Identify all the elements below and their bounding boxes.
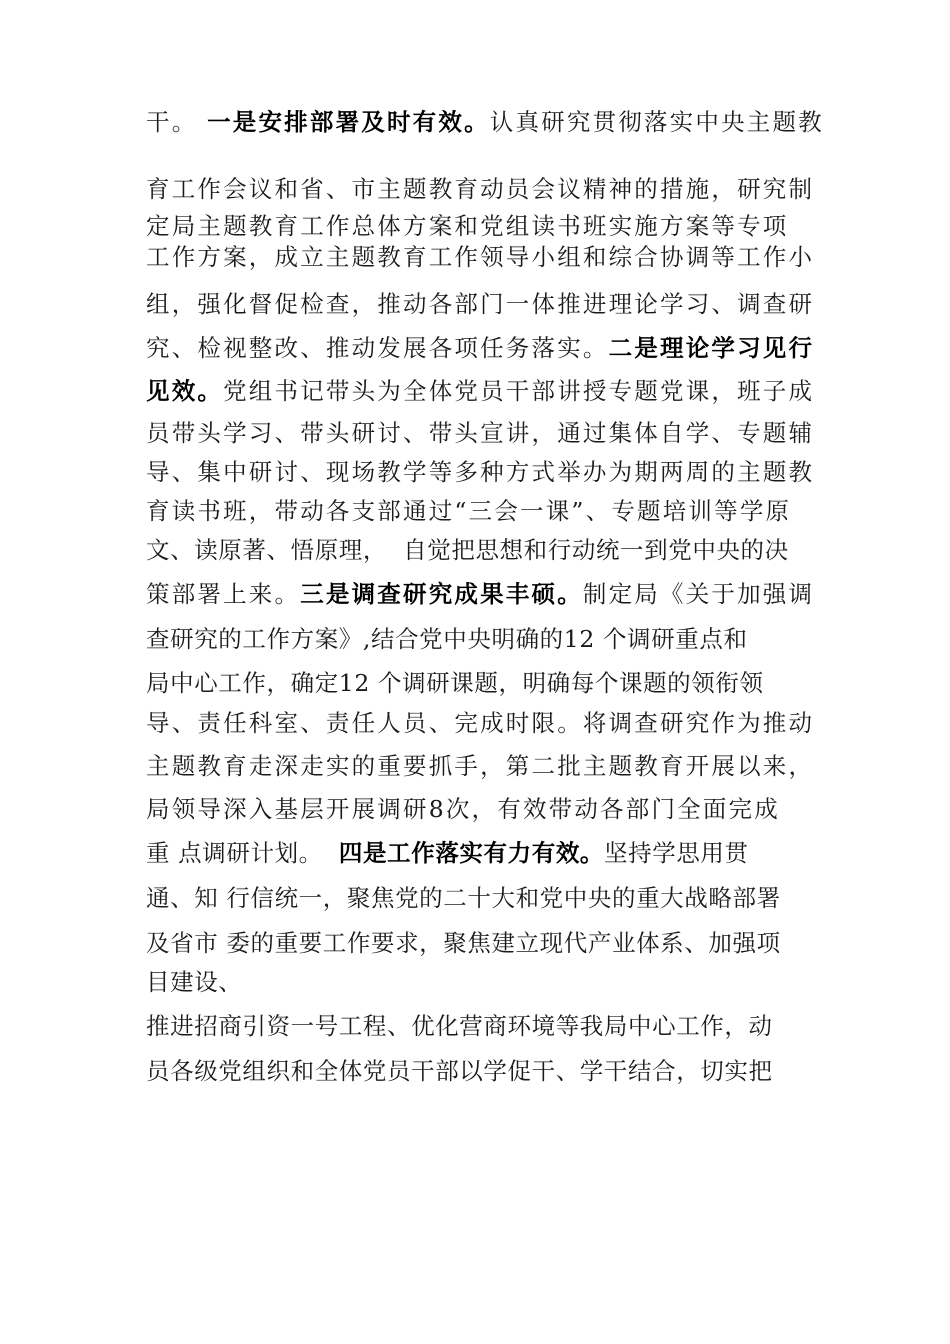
text-span: 工作方案，成立主题教育工作领导小组和综合协调等工作小 (146, 243, 815, 271)
text-line (146, 371, 826, 411)
text-line (146, 878, 826, 918)
text-line (146, 328, 826, 368)
bold-heading-span: 一是安排部署及时有效。 (207, 108, 490, 136)
text-span: 推进招商引资一号工程、优化营商环境等我局中心工作，动 (146, 1012, 773, 1040)
text-span: 定局主题教育工作总体方案和党组读书班实施方案等专项 (146, 212, 789, 240)
text-line (146, 491, 826, 531)
text-span: 究、检视整改、推动发展各项任务落实。 (146, 334, 609, 362)
text-line (146, 413, 826, 453)
text-span: 局领导深入基层开展调研8次，有效带动各部门全面完成 (146, 795, 780, 823)
text-line (146, 1051, 826, 1091)
text-span: 认真研究贯彻落实中央主题教 (489, 108, 824, 136)
text-line (146, 703, 826, 743)
text-span: 目建设、 (146, 968, 243, 996)
text-span: 文、读原著、悟原理， 自觉把思想和行动统一到党中央的决 (146, 536, 789, 564)
text-span: 策部署上来。 (146, 580, 301, 608)
text-line (146, 833, 826, 873)
text-line (146, 237, 826, 277)
text-span: 党组书记带头为全体党员干部讲授专题党课，班子成 (223, 377, 815, 405)
text-span: 育读书班，带动各支部通过“三会一课”、专题培训等学原 (146, 497, 792, 525)
text-line (146, 169, 826, 209)
text-span: 员带头学习、带头研讨、带头宣讲，通过集体自学、专题辅 (146, 419, 815, 447)
text-span: 组，强化督促检查，推动各部门一体推进理论学习、调查研 (146, 290, 815, 318)
text-span: 导、集中研讨、现场教学等多种方式举办为期两周的主题教 (146, 458, 815, 486)
text-span: 员各级党组织和全体党员干部以学促干、学干结合，切实把 (146, 1057, 773, 1085)
text-line (146, 746, 826, 786)
text-span: 重 点调研计划。 (146, 839, 339, 867)
text-line (146, 452, 826, 492)
text-span: 主题教育走深走实的重要抓手，第二批主题教育开展以来， (146, 752, 815, 780)
text-span: 制定局《关于加强调 (582, 580, 815, 608)
text-line (146, 530, 826, 570)
text-line (146, 962, 826, 1002)
text-span: 干。 (146, 108, 208, 136)
text-span: 及省市 委的重要工作要求，聚焦建立现代产业体系、加强项 (146, 929, 781, 957)
bold-heading-span: 二是理论学习见行 (608, 334, 815, 362)
text-span: 局中心工作，确定12 个调研课题，明确每个课题的领衔领 (146, 669, 764, 697)
text-line (146, 1006, 826, 1046)
text-span: 坚持学思用贯 (604, 839, 749, 867)
bold-heading-span: 三是调查研究成果丰硕。 (300, 580, 583, 608)
text-line (146, 102, 826, 142)
text-line (146, 284, 826, 324)
bold-heading-span: 见效。 (146, 377, 224, 405)
text-span: 导、责任科室、责任人员、完成时限。将调查研究作为推动 (146, 709, 815, 737)
text-line (146, 574, 826, 614)
text-span: 育工作会议和省、市主题教育动员会议精神的措施，研究制 (146, 175, 815, 203)
text-line (146, 619, 826, 659)
text-line (146, 663, 826, 703)
text-span: 查研究的工作方案》,结合党中央明确的12 个调研重点和 (146, 625, 748, 653)
text-span: 通、知 行信统一，聚焦党的二十大和党中央的重大战略部署 (146, 884, 781, 912)
bold-heading-span: 四是工作落实有力有效。 (338, 839, 605, 867)
text-line (146, 789, 826, 829)
text-line (146, 923, 826, 963)
